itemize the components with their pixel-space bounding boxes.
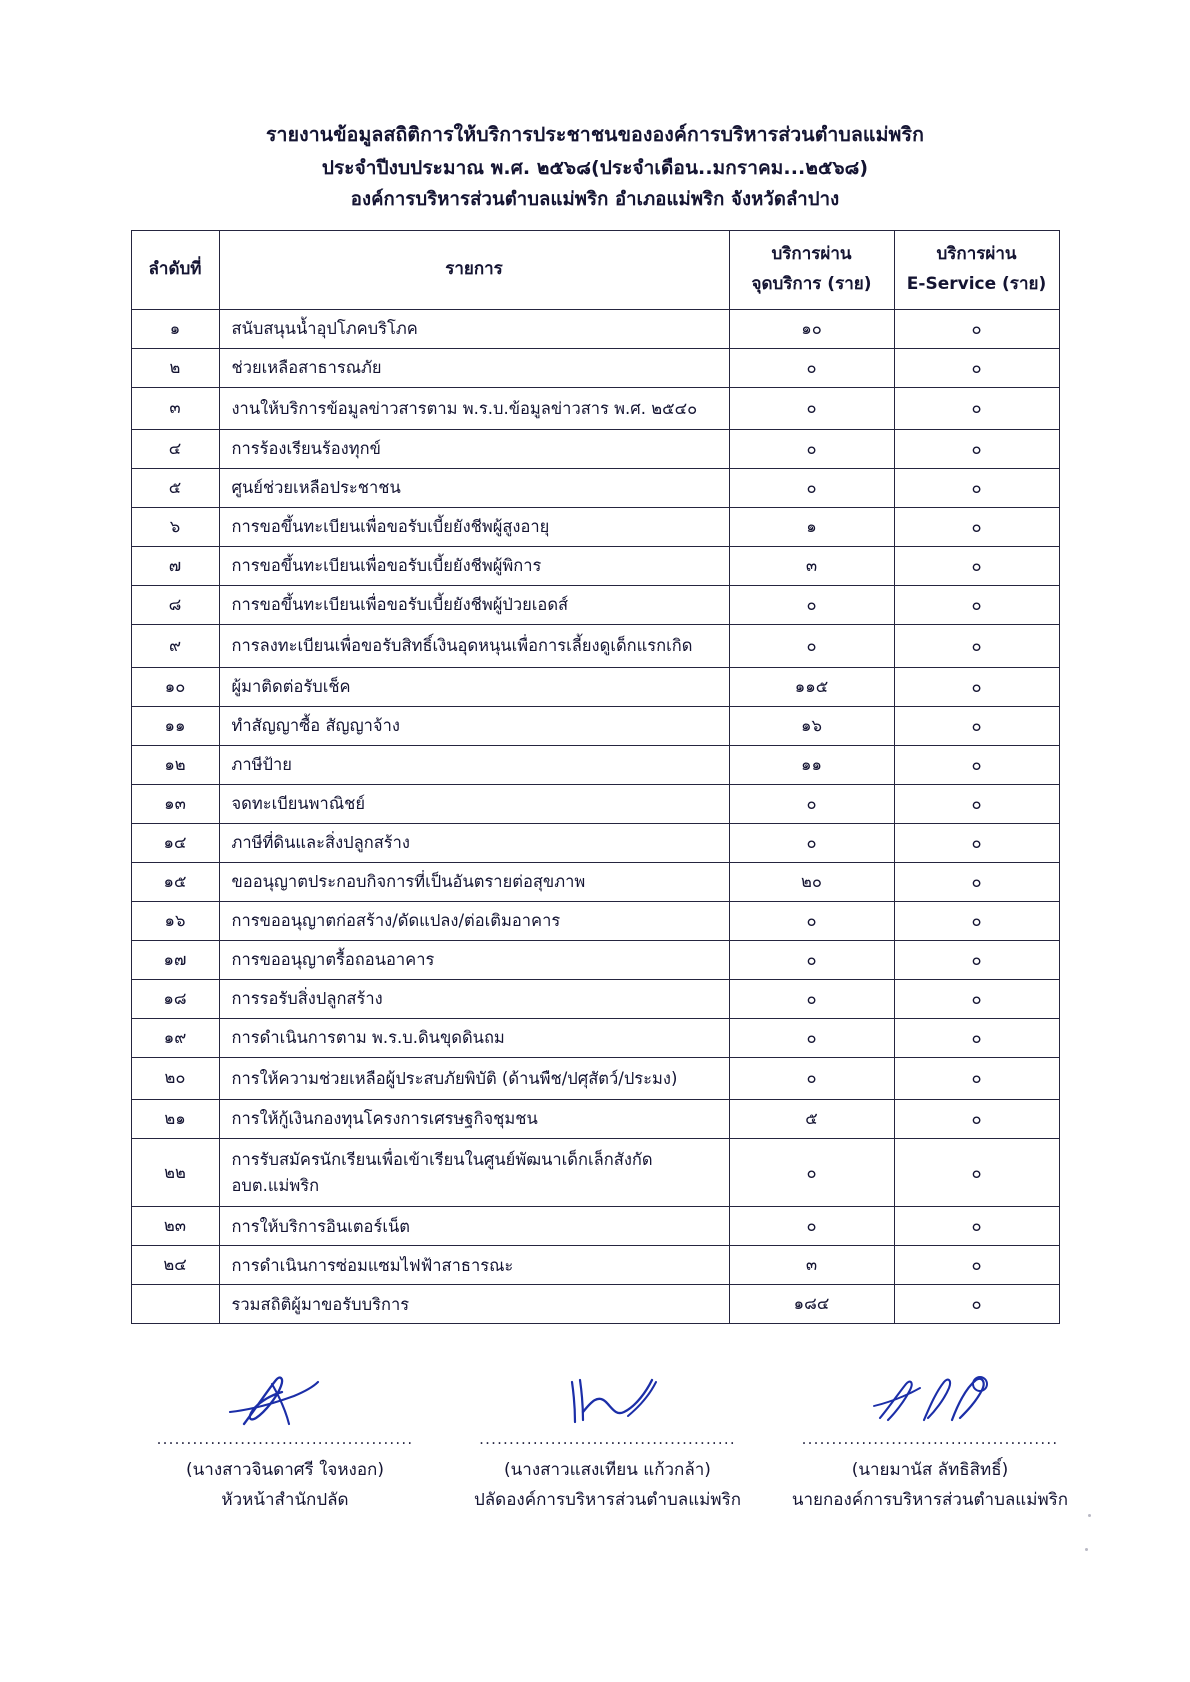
table-row [131, 1018, 1059, 1057]
cell-item: การขอขึ้นทะเบียนเพื่อขอรับเบี้ยยังชีพผู้สูงอายุ [219, 508, 729, 547]
cell-no: ๒๒ [131, 1139, 219, 1207]
cell-eservice-count: ๐ [894, 387, 1059, 430]
cell-item: การให้บริการอินเตอร์เน็ต [219, 1207, 729, 1246]
report-title-line-2: ประจำปีงบประมาณ พ.ศ. ๒๕๖๘(ประจำเดือน..มกราคม...๒๕๖๘) [321, 156, 869, 179]
cell-item: ช่วยเหลือสาธารณภัย [219, 348, 729, 387]
signature-role-center: ปลัดองค์การบริหารส่วนตำบลแม่พริก [473, 1490, 742, 1511]
signature-name-left: (นางสาวจินดาศรี ใจหงอก) [186, 1460, 384, 1481]
cell-eservice-count: ๐ [894, 745, 1059, 784]
column-header-onsite [729, 231, 894, 310]
table-row [131, 1207, 1059, 1246]
cell-eservice-count: ๐ [894, 901, 1059, 940]
table-header-row [131, 231, 1059, 310]
cell-no: ๘ [131, 586, 219, 625]
cell-no: ๑๖ [131, 901, 219, 940]
cell-item: ภาษีที่ดินและสิ่งปลูกสร้าง [219, 823, 729, 862]
signature-name-center: (นางสาวแสงเทียน แก้วกล้า) [504, 1460, 711, 1481]
cell-item: ทำสัญญาซื้อ สัญญาจ้าง [219, 706, 729, 745]
document-header [130, 118, 1060, 216]
cell-no: ๑๗ [131, 940, 219, 979]
cell-eservice-count: ๐ [894, 1057, 1059, 1100]
signature-ink-center [453, 1370, 763, 1432]
table-row [131, 784, 1059, 823]
table-row [131, 823, 1059, 862]
signature-block-left [130, 1370, 440, 1516]
cell-eservice-count: ๐ [894, 1100, 1059, 1139]
cell-item: การลงทะเบียนเพื่อขอรับสิทธิ์เงินอุดหนุนเพื่อการเลี้ยงดูเด็กแรกเกิด [219, 625, 729, 668]
cell-onsite-count: ๐ [729, 430, 894, 469]
cell-no: ๒๔ [131, 1246, 219, 1285]
cell-onsite-count: ๕ [729, 1100, 894, 1139]
cell-no: ๑๓ [131, 784, 219, 823]
table-row [131, 1100, 1059, 1139]
column-header-eservice-line-2: E-Service (ราย) [906, 273, 1047, 294]
table-row [131, 1246, 1059, 1285]
cell-no: ๙ [131, 625, 219, 668]
cell-onsite-count: ๐ [729, 979, 894, 1018]
cell-onsite-count: ๐ [729, 784, 894, 823]
table-row [131, 625, 1059, 668]
cell-no: ๖ [131, 508, 219, 547]
table-row [131, 667, 1059, 706]
table-row [131, 1057, 1059, 1100]
cell-no: ๑๐ [131, 667, 219, 706]
cell-item: ขออนุญาตประกอบกิจการที่เป็นอันตรายต่อสุขภาพ [219, 862, 729, 901]
cell-onsite-count: ๒๐ [729, 862, 894, 901]
cell-no: ๑๕ [131, 862, 219, 901]
signature-block-center [453, 1370, 763, 1516]
table-row [131, 862, 1059, 901]
cell-onsite-count: ๐ [729, 901, 894, 940]
table-row [131, 348, 1059, 387]
column-header-eservice [894, 231, 1059, 310]
table-row [131, 745, 1059, 784]
signature-line-center: ........................................... [479, 1432, 736, 1448]
cell-onsite-count: ๓ [729, 1246, 894, 1285]
cell-no: ๑๑ [131, 706, 219, 745]
table-row [131, 430, 1059, 469]
cell-item: การให้กู้เงินกองทุนโครงการเศรษฐกิจชุมชน [219, 1100, 729, 1139]
cell-onsite-count: ๑๘๔ [729, 1285, 894, 1324]
cell-onsite-count: ๐ [729, 1139, 894, 1207]
table-row [131, 469, 1059, 508]
cell-eservice-count: ๐ [894, 1207, 1059, 1246]
signature-line-left: ........................................... [156, 1432, 414, 1448]
cell-onsite-count: ๐ [729, 1018, 894, 1057]
cell-no: ๒๑ [131, 1100, 219, 1139]
cell-eservice-count: ๐ [894, 667, 1059, 706]
table-row [131, 387, 1059, 430]
cell-eservice-count: ๐ [894, 469, 1059, 508]
cell-no: ๕ [131, 469, 219, 508]
cell-eservice-count: ๐ [894, 547, 1059, 586]
cell-item: รวมสถิติผู้มาขอรับบริการ [219, 1285, 729, 1324]
cell-no: ๗ [131, 547, 219, 586]
cell-no: ๓ [131, 387, 219, 430]
cell-eservice-count: ๐ [894, 823, 1059, 862]
signature-ink-left [130, 1370, 440, 1432]
column-header-onsite-line-2: จุดบริการ (ราย) [751, 273, 872, 294]
table-row [131, 1139, 1059, 1207]
service-statistics-table [131, 230, 1060, 1324]
cell-onsite-count: ๐ [729, 586, 894, 625]
table-row [131, 547, 1059, 586]
cell-onsite-count: ๐ [729, 1057, 894, 1100]
page-speck [1088, 1514, 1091, 1517]
signature-line-right: ........................................... [801, 1432, 1059, 1448]
cell-eservice-count: ๐ [894, 508, 1059, 547]
cell-no: ๑๒ [131, 745, 219, 784]
signature-ink-right [775, 1370, 1085, 1432]
cell-no: ๑๔ [131, 823, 219, 862]
cell-item: งานให้บริการข้อมูลข่าวสารตาม พ.ร.บ.ข้อมูลข่าวสาร พ.ศ. ๒๕๔๐ [219, 387, 729, 430]
cell-onsite-count: ๐ [729, 625, 894, 668]
cell-onsite-count: ๑๖ [729, 706, 894, 745]
cell-eservice-count: ๐ [894, 940, 1059, 979]
cell-eservice-count: ๐ [894, 1285, 1059, 1324]
cell-onsite-count: ๐ [729, 348, 894, 387]
cell-onsite-count: ๐ [729, 823, 894, 862]
column-header-eservice-line-1: บริการผ่าน [936, 244, 1017, 265]
cell-onsite-count: ๐ [729, 469, 894, 508]
cell-onsite-count: ๑ [729, 508, 894, 547]
table-row [131, 706, 1059, 745]
table-row [131, 901, 1059, 940]
table-row [131, 940, 1059, 979]
cell-eservice-count: ๐ [894, 586, 1059, 625]
cell-eservice-count: ๐ [894, 625, 1059, 668]
signature-name-right: (นายมานัส ลัทธิสิทธิ์) [851, 1460, 1009, 1481]
cell-onsite-count: ๑๑๕ [729, 667, 894, 706]
cell-item: การให้ความช่วยเหลือผู้ประสบภัยพิบัติ (ด้านพืช/ปศุสัตว์/ประมง) [219, 1057, 729, 1100]
cell-no: ๑ [131, 309, 219, 348]
cell-eservice-count: ๐ [894, 1018, 1059, 1057]
cell-no: ๑๘ [131, 979, 219, 1018]
cell-onsite-count: ๓ [729, 547, 894, 586]
cell-onsite-count: ๐ [729, 387, 894, 430]
table-row [131, 508, 1059, 547]
cell-item: การดำเนินการตาม พ.ร.บ.ดินขุดดินถม [219, 1018, 729, 1057]
cell-eservice-count: ๐ [894, 862, 1059, 901]
cell-item: จดทะเบียนพาณิชย์ [219, 784, 729, 823]
cell-item: การรอรับสิ่งปลูกสร้าง [219, 979, 729, 1018]
table-row [131, 309, 1059, 348]
cell-eservice-count: ๐ [894, 784, 1059, 823]
cell-no: ๔ [131, 430, 219, 469]
cell-onsite-count: ๐ [729, 940, 894, 979]
cell-eservice-count: ๐ [894, 348, 1059, 387]
cell-no: ๑๙ [131, 1018, 219, 1057]
cell-item: การขอขึ้นทะเบียนเพื่อขอรับเบี้ยยังชีพผู้พิการ [219, 547, 729, 586]
cell-eservice-count: ๐ [894, 430, 1059, 469]
report-title-line-1: รายงานข้อมูลสถิติการให้บริการประชาชนขององค์การบริหารส่วนตำบลแม่พริก [265, 123, 924, 146]
table-row [131, 979, 1059, 1018]
signature-block-right [775, 1370, 1085, 1516]
cell-item: การขออนุญาตก่อสร้าง/ดัดแปลง/ต่อเติมอาคาร [219, 901, 729, 940]
cell-eservice-count: ๐ [894, 979, 1059, 1018]
cell-no: ๒ [131, 348, 219, 387]
column-header-onsite-line-1: บริการผ่าน [771, 244, 852, 265]
cell-item: การรับสมัครนักเรียนเพื่อเข้าเรียนในศูนย์พัฒนาเด็กเล็กสังกัด อบต.แม่พริก [219, 1139, 729, 1207]
cell-item: ภาษีป้าย [219, 745, 729, 784]
cell-item: การขออนุญาตรื้อถอนอาคาร [219, 940, 729, 979]
column-header-item: รายการ [219, 231, 729, 310]
cell-item: ศูนย์ช่วยเหลือประชาชน [219, 469, 729, 508]
cell-item: การร้องเรียนร้องทุกข์ [219, 430, 729, 469]
cell-item: ผู้มาติดต่อรับเช็ค [219, 667, 729, 706]
cell-eservice-count: ๐ [894, 309, 1059, 348]
signature-section [130, 1370, 1085, 1516]
table-total-row [131, 1285, 1059, 1324]
signature-role-right: นายกองค์การบริหารส่วนตำบลแม่พริก [791, 1490, 1069, 1511]
cell-onsite-count: ๑๑ [729, 745, 894, 784]
cell-onsite-count: ๑๐ [729, 309, 894, 348]
column-header-no: ลำดับที่ [131, 231, 219, 310]
cell-eservice-count: ๐ [894, 1246, 1059, 1285]
cell-onsite-count: ๐ [729, 1207, 894, 1246]
cell-no [131, 1285, 219, 1324]
cell-no: ๒๐ [131, 1057, 219, 1100]
cell-eservice-count: ๐ [894, 706, 1059, 745]
signature-role-left: หัวหน้าสำนักปลัด [221, 1490, 349, 1511]
page-speck [1085, 1548, 1088, 1551]
cell-item: สนับสนุนน้ำอุปโภคบริโภค [219, 309, 729, 348]
cell-item: การขอขึ้นทะเบียนเพื่อขอรับเบี้ยยังชีพผู้ป่วยเอดส์ [219, 586, 729, 625]
table-row [131, 586, 1059, 625]
cell-no: ๒๓ [131, 1207, 219, 1246]
report-title-line-3: องค์การบริหารส่วนตำบลแม่พริก อำเภอแม่พริก จังหวัดลำปาง [350, 189, 840, 211]
cell-item: การดำเนินการซ่อมแซมไฟฟ้าสาธารณะ [219, 1246, 729, 1285]
cell-eservice-count: ๐ [894, 1139, 1059, 1207]
